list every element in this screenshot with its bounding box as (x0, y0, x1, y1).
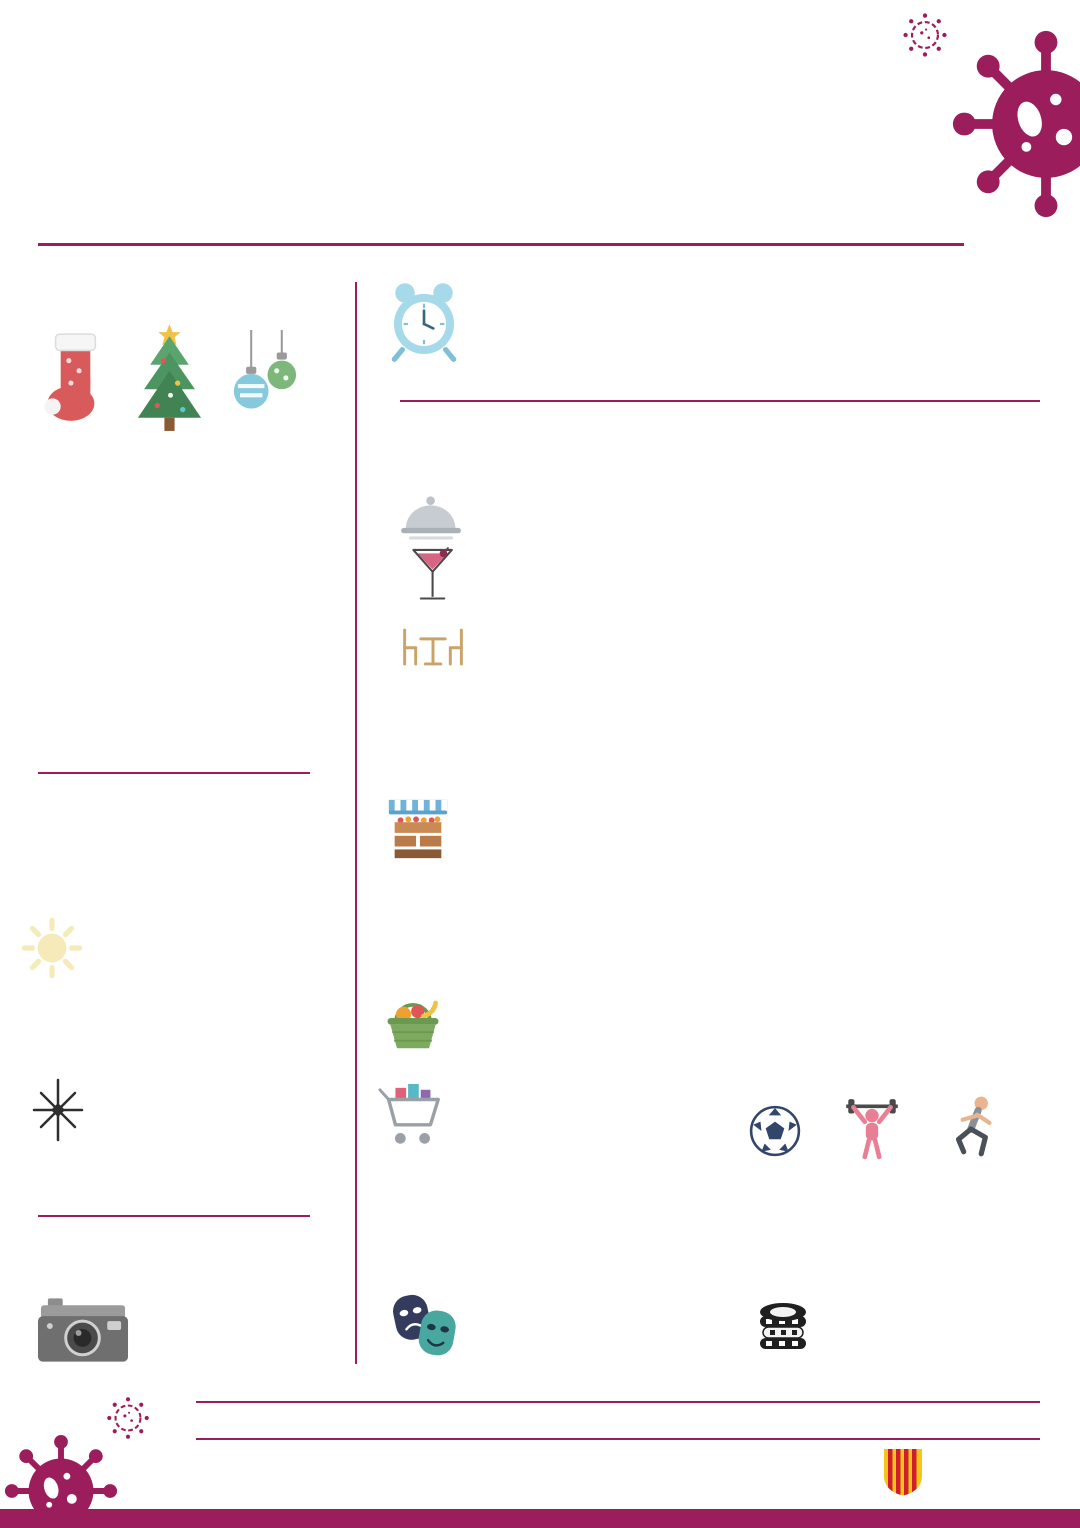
christmas-stocking-icon (40, 328, 112, 430)
virus-outline-icon (898, 8, 952, 62)
soccer-ball-icon (748, 1104, 802, 1158)
aragon-shield-logo (882, 1446, 924, 1498)
divider (38, 772, 310, 774)
header-divider (38, 243, 964, 246)
christmas-ornaments-icon (228, 330, 306, 432)
cocktail-icon (410, 546, 456, 610)
food-basket-icon (380, 986, 446, 1052)
bottom-bar (0, 1509, 1080, 1528)
sparkle-icon (26, 1078, 90, 1142)
alarm-clock-icon (382, 278, 466, 362)
poker-chips-icon (752, 1292, 814, 1354)
table-and-chairs-icon (398, 624, 468, 670)
footer-divider-top (196, 1401, 1040, 1403)
christmas-tree-icon (126, 322, 214, 434)
divider (400, 400, 1040, 402)
virus-icon (948, 26, 1080, 222)
footer-divider-bottom (196, 1438, 1040, 1440)
shopping-cart-icon (376, 1082, 446, 1152)
weightlifting-icon (840, 1096, 904, 1160)
camera-icon (36, 1296, 130, 1364)
theater-masks-icon (383, 1290, 465, 1362)
food-cloche-icon (398, 492, 464, 542)
vertical-divider (355, 282, 357, 1364)
divider (38, 1215, 310, 1217)
running-icon (944, 1094, 1004, 1160)
sun-icon (16, 912, 88, 984)
market-stall-icon (383, 794, 453, 864)
